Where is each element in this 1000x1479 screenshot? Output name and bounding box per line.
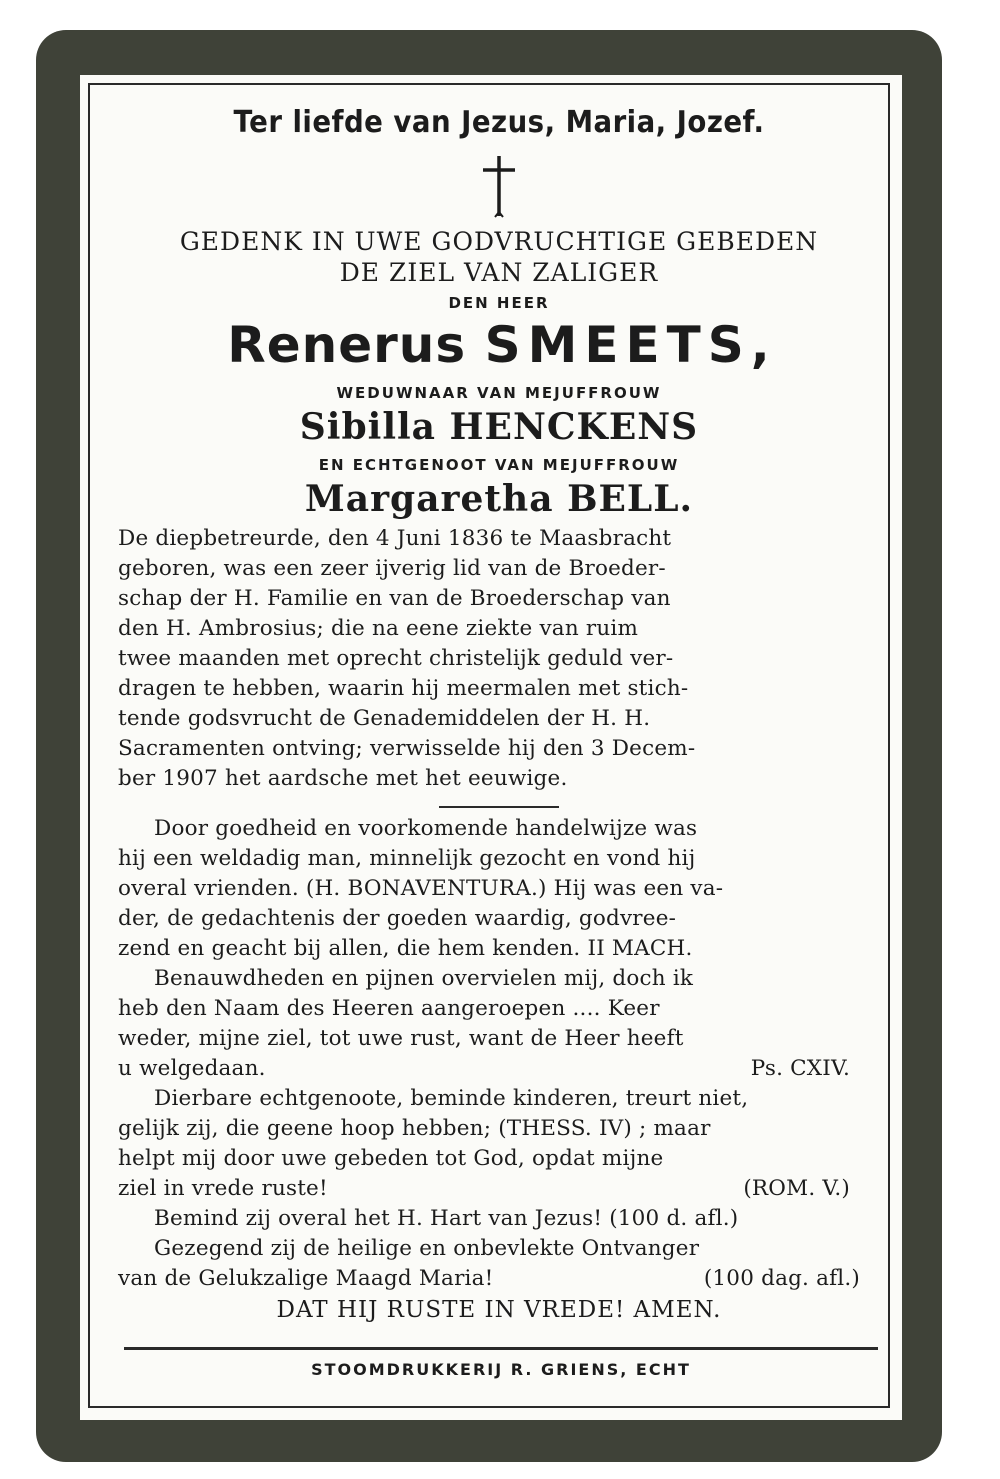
deceased-name-comma: , bbox=[750, 316, 771, 374]
indulgence-line-2: Gezegend zij de heilige en onbevlekte Ontvanger bbox=[154, 1236, 700, 1261]
farewell-line: helpt mij door uwe gebeden tot God, opdat mijne bbox=[118, 1146, 664, 1171]
psalm-last-line: u welgedaan. bbox=[118, 1056, 266, 1081]
psalm-reference: Ps. CXIV. bbox=[750, 1056, 850, 1081]
indulgence-last-row bbox=[118, 1264, 880, 1294]
printer-imprint: STOOMDRUKKERIJ R. GRIENS, ECHT bbox=[311, 1360, 691, 1379]
psalm-last-row bbox=[118, 1054, 880, 1084]
biography-line: twee maanden met oprecht christelijk geduld ver- bbox=[118, 646, 674, 671]
psalm-line: Benauwdheden en pijnen overvielen mij, doch ik bbox=[154, 966, 694, 991]
prayer-line-1: GEDENK IN UWE GODVRUCHTIGE GEBEDEN bbox=[179, 227, 819, 256]
indulgence-line-3: van de Gelukzalige Maagd Maria! bbox=[118, 1266, 494, 1291]
farewell-reference: (ROM. V.) bbox=[743, 1176, 850, 1201]
deceased-first-name: Renerus bbox=[227, 316, 467, 374]
farewell-last-row bbox=[118, 1174, 880, 1204]
tribute-line: zend en geacht bij allen, die hem kenden. II MACH. bbox=[118, 936, 693, 961]
husband-of-label: EN ECHTGENOOT VAN MEJUFFROUW bbox=[318, 456, 680, 474]
widower-of-label: WEDUWNAAR VAN MEJUFFROUW bbox=[336, 384, 662, 402]
section-divider bbox=[439, 806, 559, 808]
tribute-line: overal vrienden. (H. BONAVENTURA.) Hij was een va- bbox=[118, 876, 724, 901]
prayer-line-2: DE ZIEL VAN ZALIGER bbox=[339, 258, 659, 287]
second-wife-name: Margaretha BELL. bbox=[304, 478, 694, 520]
memorial-card-content bbox=[118, 92, 880, 1326]
biography-line: ber 1907 het aardsche met het eeuwige. bbox=[118, 766, 568, 791]
farewell-last-line: ziel in vrede ruste! bbox=[118, 1176, 328, 1201]
tribute-paragraph bbox=[118, 814, 880, 964]
biography-line: geboren, was een zeer ijverig lid van de Broeder- bbox=[118, 556, 666, 581]
indulgence-paragraph bbox=[118, 1204, 880, 1294]
deceased-surname: SMEETS bbox=[484, 316, 751, 374]
first-wife-name: Sibilla HENCKENS bbox=[299, 406, 699, 448]
deceased-name bbox=[118, 314, 880, 376]
farewell-paragraph bbox=[118, 1084, 880, 1204]
psalm-line: weder, mijne ziel, tot uwe rust, want de Heer heeft bbox=[118, 1026, 684, 1051]
psalm-line: heb den Naam des Heeren aangeroepen .... Keer bbox=[118, 996, 660, 1021]
farewell-line: Dierbare echtgenoote, beminde kinderen, treurt niet, bbox=[154, 1086, 749, 1111]
cross-icon bbox=[479, 154, 519, 218]
indulgence-reference: (100 dag. afl.) bbox=[703, 1266, 860, 1291]
closing-line: DAT HIJ RUSTE IN VREDE! AMEN. bbox=[276, 1297, 722, 1323]
biography-line: Sacramenten ontving; verwisselde hij den 3 Decem- bbox=[118, 736, 696, 761]
biography-line: De diepbetreurde, den 4 Juni 1836 te Maasbracht bbox=[118, 526, 672, 551]
tribute-line: Door goedheid en voorkomende handelwijze was bbox=[154, 816, 698, 841]
farewell-line: gelijk zij, die geene hoop hebben; (THESS. IV) ; maar bbox=[118, 1116, 711, 1141]
title-small: DEN HEER bbox=[448, 294, 550, 312]
invocation-heading: Ter liefde van Jezus, Maria, Jozef. bbox=[233, 105, 765, 140]
biography-line: dragen te hebben, waarin hij meermalen met stich- bbox=[118, 676, 689, 701]
tribute-line: der, de gedachtenis der goeden waardig, godvree- bbox=[118, 906, 677, 931]
tribute-line: hij een weldadig man, minnelijk gezocht en vond hij bbox=[118, 846, 696, 871]
biography-paragraph bbox=[118, 524, 880, 794]
indulgence-line-1: Bemind zij overal het H. Hart van Jezus! (100 d. afl.) bbox=[154, 1206, 739, 1231]
biography-line: tende godsvrucht de Genademiddelen der H. H. bbox=[118, 706, 651, 731]
bottom-rule bbox=[124, 1347, 878, 1350]
biography-line: schap der H. Familie en van de Broederschap van bbox=[118, 586, 671, 611]
biography-line: den H. Ambrosius; die na eene ziekte van ruim bbox=[118, 616, 639, 641]
psalm-paragraph bbox=[118, 964, 880, 1084]
